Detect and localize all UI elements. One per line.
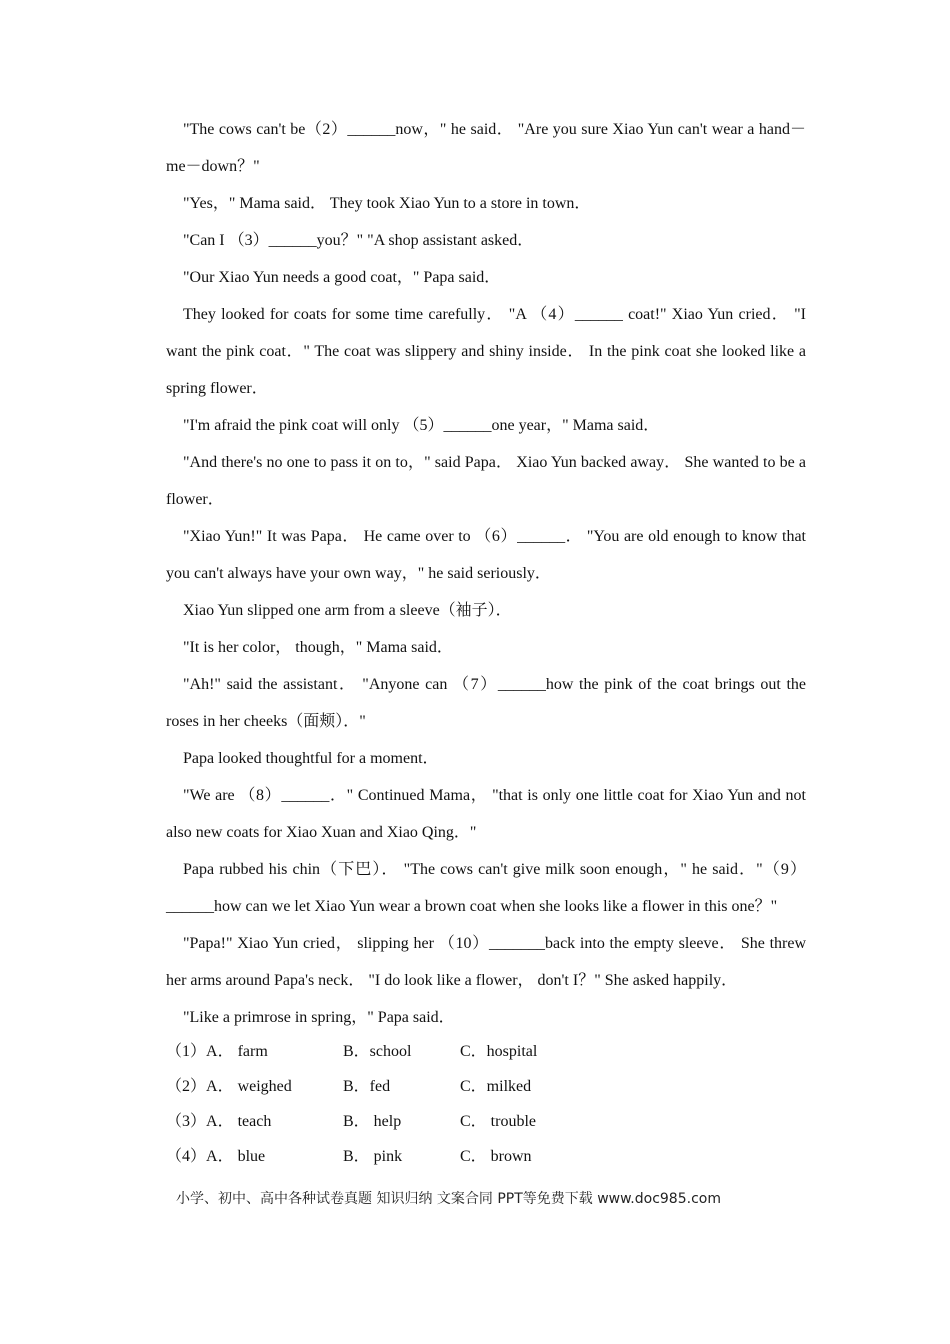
question-number: （2） bbox=[166, 1078, 207, 1095]
question-number: （1） bbox=[166, 1043, 207, 1060]
option-c: C． trouble bbox=[460, 1113, 536, 1130]
passage-paragraph-13: "We are （8）______．" Continued Mama， "that is only one little coat for Xiao Yun and not also new coats for Xiao Xuan and Xiao Qing．" bbox=[166, 787, 806, 841]
option-b: B． help bbox=[343, 1113, 402, 1130]
passage-paragraph-11: "Ah!" said the assistant． "Anyone can （7）______how the pink of the coat brings out the roses in her cheeks（面颊）．" bbox=[166, 676, 806, 730]
option-label-a bbox=[166, 1139, 265, 1174]
option-a: A． farm bbox=[206, 1043, 268, 1060]
passage-paragraph-4: "Our Xiao Yun needs a good coat，" Papa said． bbox=[183, 269, 501, 286]
passage-paragraph-10: "It is her color， though，" Mama said． bbox=[183, 639, 453, 656]
passage-paragraph-6: "I'm afraid the pink coat will only （5）______one year，" Mama said． bbox=[183, 417, 660, 434]
option-c: C．milked bbox=[460, 1078, 532, 1095]
passage-paragraph-16: "Like a primrose in spring，" Papa said． bbox=[183, 1009, 455, 1026]
footer-text: 小学、初中、高中各种试卷真题 知识归纳 文案合同 PPT等免费下载 www.doc985.com bbox=[176, 1191, 721, 1207]
option-row-3 bbox=[166, 1104, 806, 1139]
option-b: B．fed bbox=[343, 1078, 391, 1095]
option-row-1 bbox=[166, 1034, 806, 1069]
passage-paragraph-12: Papa looked thoughtful for a moment． bbox=[183, 750, 439, 767]
option-a: A． weighed bbox=[206, 1078, 292, 1095]
option-label-a bbox=[166, 1104, 271, 1139]
passage-paragraph-2: "Yes，" Mama said． They took Xiao Yun to a store in town． bbox=[183, 195, 591, 212]
passage-paragraph-8: "Xiao Yun!" It was Papa． He came over to （6）______． "You are old enough to know that you can't always have your own way，" he said seriously． bbox=[166, 528, 806, 582]
passage-paragraph-15: "Papa!" Xiao Yun cried， slipping her （10）_______back into the empty sleeve． She threw her arms around Papa's neck． "I do look like a flower， don't I？" She asked happily． bbox=[166, 935, 806, 989]
option-row-2 bbox=[166, 1069, 806, 1104]
passage-paragraph-1: "The cows can't be（2）______now，" he said． "Are you sure Xiao Yun can't wear a hand－me－down？" bbox=[166, 121, 806, 175]
option-b: B．school bbox=[343, 1043, 412, 1060]
option-b: B． pink bbox=[343, 1148, 403, 1165]
answer-options bbox=[166, 1034, 806, 1174]
question-number: （4） bbox=[166, 1148, 207, 1165]
passage-paragraph-3: "Can I （3）______you？" "A shop assistant asked． bbox=[183, 232, 534, 249]
option-c: C． brown bbox=[460, 1148, 532, 1165]
passage-paragraph-7: "And there's no one to pass it on to，" said Papa． Xiao Yun backed away． She wanted to be a flower． bbox=[166, 454, 806, 508]
option-c: C．hospital bbox=[460, 1043, 538, 1060]
option-label-a bbox=[166, 1034, 268, 1069]
option-a: A． teach bbox=[206, 1113, 272, 1130]
question-number: （3） bbox=[166, 1113, 207, 1130]
option-a: A． blue bbox=[206, 1148, 266, 1165]
passage-paragraph-14: Papa rubbed his chin（下巴）． "The cows can't give milk soon enough，" he said．"（9）______how can we let Xiao Yun wear a brown coat when she looks like a flower in this one？" bbox=[166, 861, 806, 915]
passage-paragraph-9: Xiao Yun slipped one arm from a sleeve（袖子）． bbox=[183, 602, 512, 619]
passage-paragraph-5: They looked for coats for some time carefully． "A （4）______ coat!" Xiao Yun cried． "I want the pink coat．" The coat was slippery and shiny inside． In the pink coat she looked like a spring flower． bbox=[166, 306, 806, 397]
document-page bbox=[166, 111, 806, 1174]
option-row-4 bbox=[166, 1139, 806, 1174]
option-label-a bbox=[166, 1069, 292, 1104]
